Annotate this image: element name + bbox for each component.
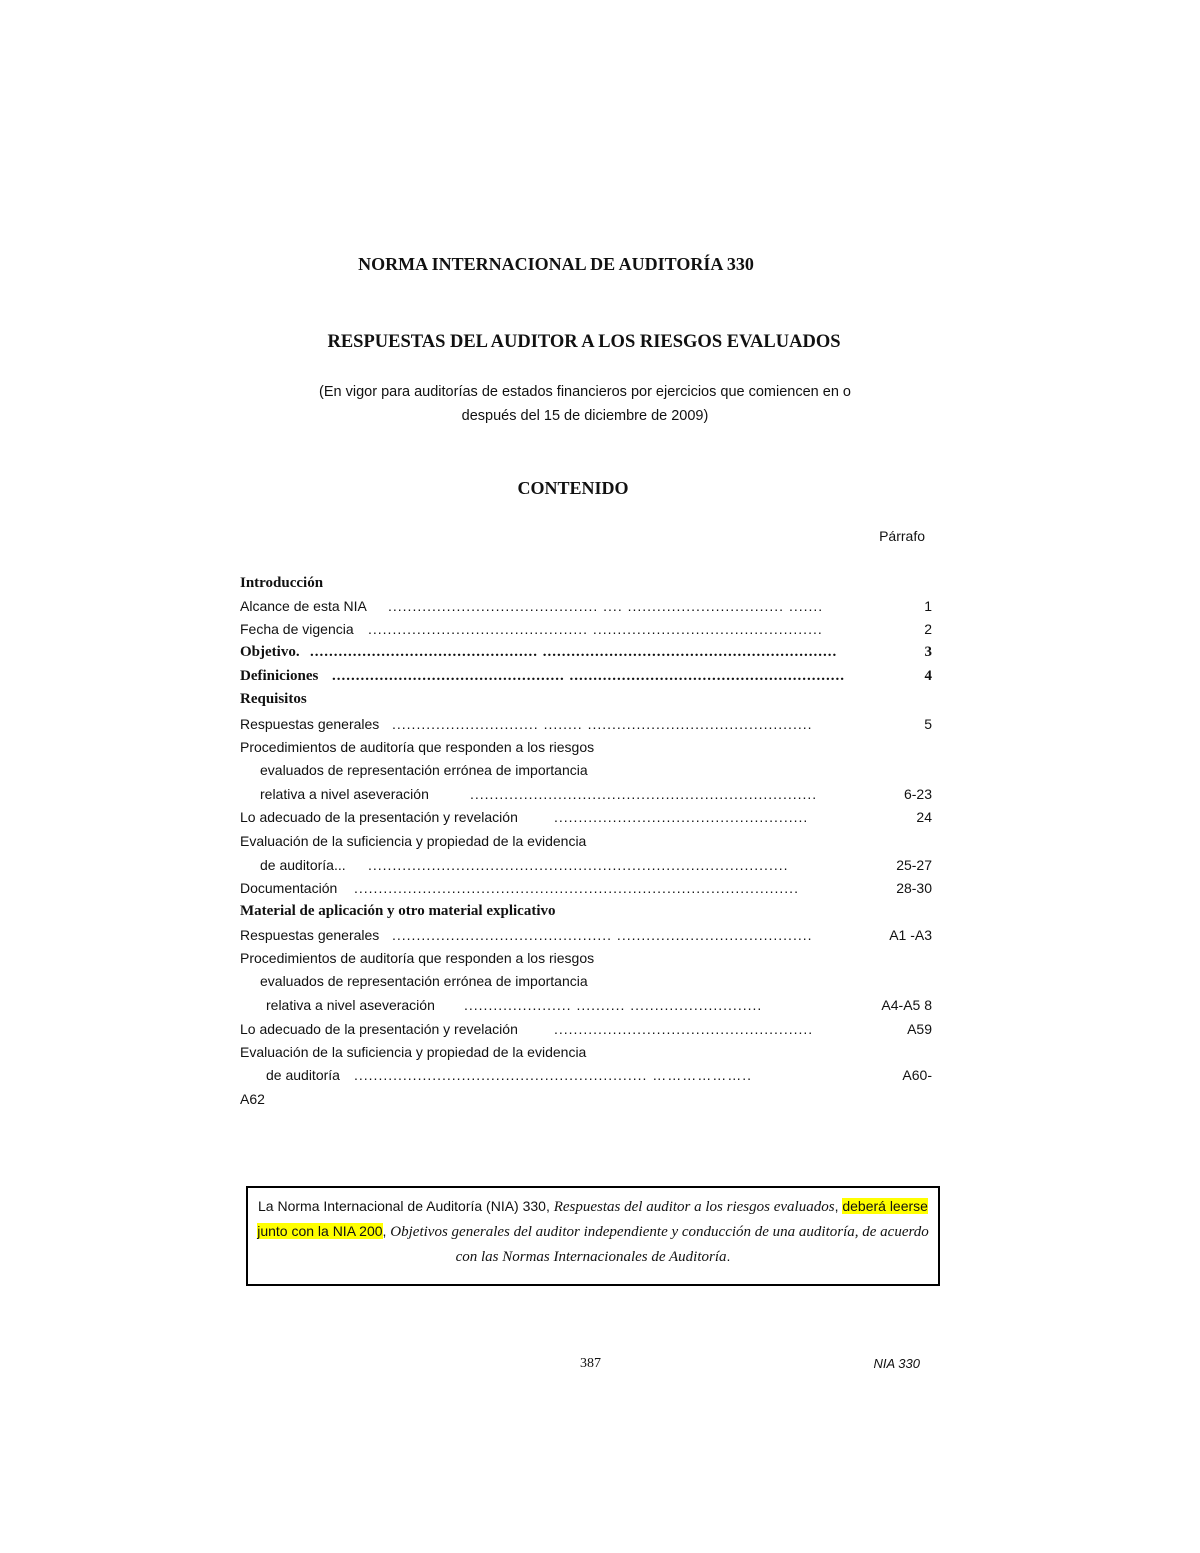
reading-note <box>248 1194 938 1269</box>
toc-leader: .............................. ........ .............................................. <box>392 716 813 732</box>
toc-label: Procedimientos de auditoría que responden a los riesgos <box>240 950 595 966</box>
toc-entry <box>240 572 940 594</box>
toc-entry <box>240 1088 940 1110</box>
toc-leader: ............................................................ ……………….. <box>354 1067 753 1083</box>
toc-entry <box>240 688 940 710</box>
toc-entry <box>240 994 940 1016</box>
toc-entry <box>240 806 940 828</box>
toc-ref: 25-27 <box>896 857 932 873</box>
toc-label: Evaluación de la suficiencia y propiedad de la evidencia <box>240 833 587 849</box>
toc-entry <box>240 924 940 946</box>
toc-label: de auditoría <box>266 1067 340 1083</box>
toc-entry <box>240 1041 940 1063</box>
toc-leader: ................................................. .......................................................... <box>332 668 845 684</box>
toc-entry <box>240 1018 940 1040</box>
toc-entry <box>240 759 940 781</box>
toc-leader: ....................................................................... <box>470 786 818 802</box>
toc-label: Fecha de vigencia <box>240 621 354 637</box>
toc-label: de auditoría... <box>260 857 346 873</box>
note-highlight: deberá leerse junto con la NIA 200 <box>257 1198 928 1239</box>
standard-footer: NIA 330 <box>873 1356 920 1371</box>
toc-entry <box>240 783 940 805</box>
toc-entry <box>240 1064 940 1086</box>
reading-note-box <box>246 1186 940 1286</box>
toc-leader: ........................................... .... ................................ ....... <box>388 598 824 614</box>
toc-entry <box>240 830 940 852</box>
toc-entry <box>240 854 940 876</box>
toc-label: A62 <box>240 1091 265 1107</box>
note-separator: , <box>834 1198 843 1214</box>
paragraph-column-label: Párrafo <box>879 528 925 544</box>
toc-ref: 3 <box>924 644 932 660</box>
toc-label: Material de aplicación y otro material explicativo <box>240 903 556 919</box>
toc-ref: 5 <box>924 716 932 732</box>
toc-ref: A1 -A3 <box>889 927 932 943</box>
toc-label: evaluados de representación errónea de importancia <box>260 973 588 989</box>
toc-entry <box>240 877 940 899</box>
effective-line-1: (En vigor para auditorías de estados financieros por ejercicios que comiencen en o <box>319 384 851 400</box>
toc-label: Lo adecuado de la presentación y revelación <box>240 809 518 825</box>
toc-entry <box>240 947 940 969</box>
toc-label: Documentación <box>240 880 338 896</box>
toc-label: Objetivo. <box>240 644 300 660</box>
document-subtitle: RESPUESTAS DEL AUDITOR A LOS RIESGOS EVALUADOS <box>327 332 841 352</box>
toc-label: Alcance de esta NIA <box>240 598 367 614</box>
toc-label: Lo adecuado de la presentación y revelación <box>240 1021 518 1037</box>
effective-line-2: después del 15 de diciembre de 2009) <box>461 408 709 424</box>
toc-entry <box>240 618 940 640</box>
toc-label: Definiciones <box>240 668 319 684</box>
toc-entry <box>240 595 940 617</box>
toc-ref: 2 <box>924 621 932 637</box>
toc-leader: ..................................................... <box>554 1021 814 1037</box>
toc-ref: 28-30 <box>896 880 932 896</box>
toc-ref: 6-23 <box>903 786 932 802</box>
toc-label: Procedimientos de auditoría que responden a los riesgos <box>240 739 595 755</box>
toc-leader: ...................................................................................... <box>368 857 789 873</box>
toc-entry <box>240 736 940 758</box>
note-text: La Norma Internacional de Auditoría (NIA) 330, <box>258 1198 554 1214</box>
note-reference-italic: Objetivos generales del auditor independiente y conducción de una auditoría, de acuerdo con las Normas Internacionales de Auditoría <box>390 1224 929 1265</box>
note-separator: , <box>382 1223 391 1239</box>
toc-ref: A59 <box>907 1021 932 1037</box>
toc-ref: 1 <box>924 598 932 614</box>
effective-date-note <box>270 380 900 428</box>
toc-leader: ........................................................................................... <box>354 880 799 896</box>
toc-leader: ...................... .......... ........................... <box>464 997 763 1013</box>
toc-label: relativa a nivel aseveración <box>260 786 429 802</box>
page-number: 387 <box>580 1356 601 1371</box>
toc-leader: ............................................. ............................................... <box>368 621 823 637</box>
toc-label: Requisitos <box>240 691 307 707</box>
toc-leader: .................................................... <box>554 809 809 825</box>
toc-entry <box>240 641 940 663</box>
toc-entry <box>240 970 940 992</box>
toc-label: Respuestas generales <box>240 716 380 732</box>
note-title-italic: Respuestas del auditor a los riesgos evaluados <box>553 1199 835 1215</box>
table-of-contents <box>240 570 960 1125</box>
document-title: NORMA INTERNACIONAL DE AUDITORÍA 330 <box>358 254 754 274</box>
note-end: . <box>726 1248 731 1264</box>
toc-label: Respuestas generales <box>240 927 380 943</box>
toc-label: Introducción <box>240 575 324 591</box>
toc-label: evaluados de representación errónea de importancia <box>260 762 588 778</box>
toc-ref: A60- <box>902 1067 932 1083</box>
contents-heading: CONTENIDO <box>517 478 629 498</box>
toc-leader: ............................................. ........................................ <box>392 927 813 943</box>
toc-label: Evaluación de la suficiencia y propiedad de la evidencia <box>240 1044 587 1060</box>
toc-entry <box>240 665 940 687</box>
toc-ref: A4-A5 8 <box>881 997 932 1013</box>
toc-label: relativa a nivel aseveración <box>266 997 435 1013</box>
toc-leader: ................................................ .............................................................. <box>310 644 838 660</box>
toc-ref: 4 <box>924 668 932 684</box>
toc-ref: 24 <box>916 809 932 825</box>
toc-entry <box>240 713 940 735</box>
toc-entry <box>240 900 940 922</box>
